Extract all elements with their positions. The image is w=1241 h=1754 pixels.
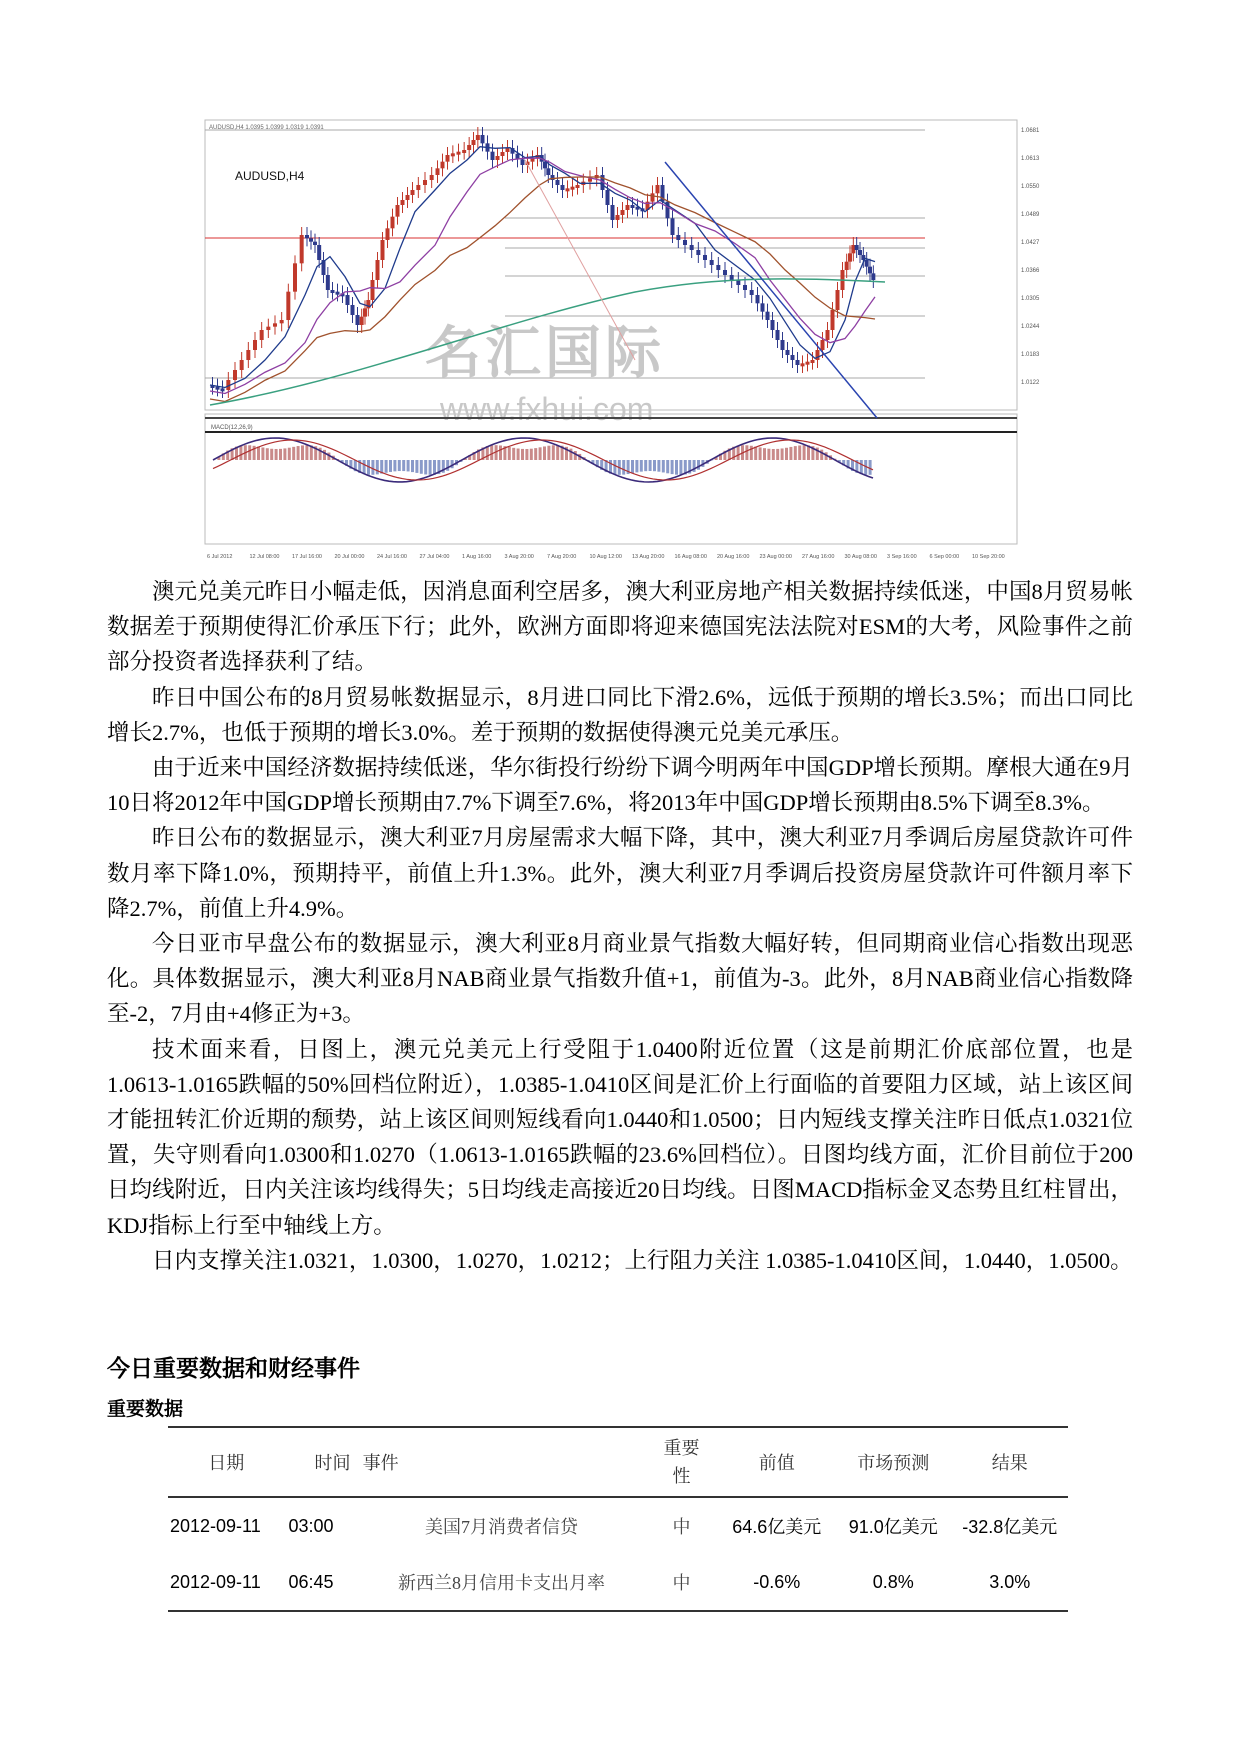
macd-bar <box>420 460 423 474</box>
date-axis-label: 17 Jul 16:00 <box>292 554 322 560</box>
candle-body <box>371 280 375 300</box>
candle-body <box>826 330 830 340</box>
macd-bar <box>860 460 863 474</box>
candle-body <box>696 250 700 255</box>
price-axis-label: 1.0681 <box>1021 128 1040 134</box>
candle-body <box>360 317 364 325</box>
candle-body <box>781 340 785 350</box>
macd-bar <box>415 460 418 473</box>
candle-body <box>566 188 570 191</box>
macd-bar <box>543 446 546 460</box>
candle-body <box>346 295 350 305</box>
price-axis-label: 1.0244 <box>1021 324 1040 330</box>
candle-body <box>806 362 810 365</box>
candle-body <box>472 140 476 145</box>
candle-body <box>221 388 225 391</box>
macd-bar <box>635 460 638 472</box>
table-row <box>168 1554 1068 1611</box>
candle-body <box>766 312 770 320</box>
candle-body <box>496 156 500 160</box>
macd-bar <box>798 445 801 460</box>
candle-body <box>246 350 250 360</box>
macd-bar <box>666 460 669 473</box>
date-axis-label: 7 Aug 20:00 <box>547 554 577 560</box>
candle-body <box>317 245 321 260</box>
candle-body <box>611 205 615 220</box>
candle-body <box>416 185 420 190</box>
macd-bar <box>521 449 524 460</box>
cell-result: -32.8亿美元 <box>962 1517 1058 1537</box>
macd-bar <box>631 460 634 473</box>
macd-bar <box>534 448 537 460</box>
macd-bar <box>305 445 308 460</box>
candle-body <box>631 205 635 208</box>
macd-bar <box>794 446 797 460</box>
article-paragraph: 昨日中国公布的8月贸易帐数据显示，8月进口同比下滑2.6%，远低于预期的增长3.5%；而出口同比增长2.7%，也低于预期的增长3.0%。差于预期的数据使得澳元兑美元承压。 <box>107 684 1133 745</box>
date-axis-label: 10 Sep 20:00 <box>972 554 1005 560</box>
macd-label: MACD(12,26,9) <box>211 425 253 431</box>
date-axis-label: 20 Aug 16:00 <box>717 554 750 560</box>
candle-body <box>331 290 335 293</box>
article-paragraph: 昨日公布的数据显示，澳大利亚7月房屋需求大幅下降，其中，澳大利亚7月季调后房屋贷款许可件数月率下降1.0%，预期持平，前值上升1.3%。此外，澳大利亚7月季调后投资房屋贷款许可件额月率下降2.7%，前值上升4.9%。 <box>107 825 1133 921</box>
candle-body <box>621 210 625 215</box>
macd-bar <box>279 449 282 460</box>
candle-body <box>796 360 800 365</box>
candle-body <box>423 180 427 185</box>
candle-body <box>446 155 450 162</box>
candle-body <box>868 267 872 274</box>
candle-body <box>351 305 355 315</box>
macd-bar <box>613 460 616 475</box>
article-paragraph: 日内支撑关注1.0321，1.0300，1.0270，1.0212；上行阻力关注 1.0385-1.0410区间，1.0440，1.0500。 <box>152 1247 1133 1273</box>
macd-bar <box>257 447 260 460</box>
candle-body <box>606 190 610 205</box>
macd-bar <box>490 445 493 460</box>
candle-body <box>616 215 620 220</box>
candle-body <box>506 148 510 152</box>
candle-body <box>476 135 480 140</box>
candle-body <box>305 235 309 238</box>
date-axis-label: 6 Jul 2012 <box>207 554 233 560</box>
candle-body <box>293 263 297 291</box>
chart-svg <box>205 120 1040 562</box>
macd-bar <box>385 460 388 473</box>
watermark-cn: 名汇国际 <box>425 321 665 386</box>
candle-body <box>626 205 630 210</box>
candle-body <box>491 152 495 160</box>
macd-bar <box>539 447 542 460</box>
candle-body <box>683 240 687 245</box>
col-header-event: 事件 <box>362 1453 399 1473</box>
candle-body <box>240 360 244 370</box>
date-axis-label: 27 Jul 04:00 <box>419 554 450 560</box>
macd-bar <box>248 445 251 460</box>
macd-bar <box>776 449 779 460</box>
macd-bar <box>376 460 379 474</box>
candle-body <box>821 340 825 350</box>
candle-body <box>676 235 680 240</box>
date-axis-label: 16 Aug 08:00 <box>674 554 707 560</box>
candle-body <box>561 185 565 190</box>
macd-bar <box>657 460 660 472</box>
candle-body <box>481 135 485 143</box>
cell-importance: 中 <box>672 1517 691 1537</box>
economic-data-table <box>168 1426 1068 1612</box>
col-header-result: 结果 <box>991 1453 1028 1473</box>
candle-body <box>716 265 720 270</box>
candle-body <box>811 360 815 363</box>
candle-body <box>391 217 395 229</box>
candle-body <box>801 363 805 366</box>
date-axis-label: 6 Sep 00:00 <box>929 554 960 560</box>
article-body <box>107 574 1133 1278</box>
macd-bar <box>754 447 757 460</box>
macd-bar <box>411 460 414 472</box>
candle-body <box>441 162 445 169</box>
candle-body <box>836 290 840 310</box>
section-subtitle: 重要数据 <box>107 1399 184 1420</box>
candle-body <box>831 310 835 330</box>
table-header-row <box>168 1427 1068 1497</box>
candle-body <box>858 250 862 255</box>
macd-bar <box>675 460 678 475</box>
candle-body <box>233 370 237 380</box>
cell-forecast: 0.8% <box>872 1571 914 1592</box>
date-axis-label: 12 Jul 08:00 <box>249 554 280 560</box>
macd-bar <box>398 460 401 471</box>
macd-bar <box>772 449 775 460</box>
cell-time: 06:45 <box>288 1571 334 1592</box>
macd-bar <box>283 448 286 460</box>
candle-body <box>381 240 385 260</box>
candle-body <box>406 195 410 200</box>
macd-bar <box>750 446 753 460</box>
article-paragraph: 技术面来看，日图上，澳元兑美元上行受阻于1.0400附近位置（这是前期汇价底部位置，也是1.0613-1.0165跌幅的50%回档位附近），1.0385-1.0410区间是汇价上行面临的首要阻力区域，站上该区间才能扭转汇价近期的颓势，站上该区间则短线看向1.0440和1.0500；日内短线支撑关注昨日低点1.0321位置，失守则看向1.0300和1.0270（1.0613-1.0165跌幅的23.6%回档位）。日图均线方面，汇价目前位于200日均线附近，日内关注该均线得失；5日均线走高接近20日均线。日图MACD指标金叉态势且红柱冒出，KDJ指标上行至中轴线上方。 <box>107 1036 1133 1238</box>
macd-bar <box>393 460 396 471</box>
candle-body <box>576 185 580 188</box>
candle-body <box>750 290 754 295</box>
macd-bar <box>297 446 300 460</box>
col-header-forecast: 市场预测 <box>857 1453 930 1473</box>
watermark-url: www.fxhui.com <box>440 391 654 427</box>
col-header-time: 时间 <box>314 1453 351 1473</box>
price-axis-label: 1.0305 <box>1021 296 1040 302</box>
macd-bar <box>785 448 788 460</box>
macd-bar <box>270 449 273 460</box>
macd-bar <box>556 445 559 460</box>
candle-body <box>363 308 367 316</box>
candle-body <box>436 168 440 175</box>
candle-body <box>703 255 707 260</box>
macd-bar <box>697 460 700 470</box>
candle-body <box>656 185 660 193</box>
candle-body <box>761 303 765 311</box>
candle-body <box>671 218 675 235</box>
candle-body <box>313 242 317 245</box>
candle-body <box>467 145 471 150</box>
candle-body <box>651 193 655 201</box>
macd-bar <box>745 445 748 460</box>
candle-body <box>556 180 560 185</box>
macd-bar <box>275 449 278 460</box>
candle-body <box>462 150 466 153</box>
candle-body <box>871 273 875 280</box>
candle-body <box>776 330 780 340</box>
candle-body <box>430 175 434 180</box>
date-axis-label: 24 Jul 16:00 <box>377 554 407 560</box>
date-axis-label: 3 Aug 20:00 <box>504 554 534 560</box>
macd-bar <box>288 448 291 460</box>
candle-body <box>710 260 714 265</box>
symbol-label: AUDUSD,H4 <box>235 169 305 183</box>
cell-date: 2012-09-11 <box>170 1515 261 1536</box>
macd-bar <box>301 445 304 460</box>
candle-body <box>571 187 575 190</box>
macd-bar <box>512 448 515 460</box>
price-axis-label: 1.0122 <box>1021 380 1040 386</box>
macd-bar <box>737 446 740 460</box>
candle-body <box>543 162 547 169</box>
candle-body <box>756 295 760 303</box>
table-row <box>168 1497 1068 1554</box>
date-axis-label: 13 Aug 20:00 <box>632 554 665 560</box>
macd-bar <box>261 447 264 460</box>
col-header-date: 日期 <box>208 1453 245 1473</box>
macd-bar <box>767 449 770 460</box>
importance-header-line1: 重要 <box>663 1438 700 1458</box>
macd-bar <box>662 460 665 472</box>
cell-date: 2012-09-11 <box>170 1571 261 1592</box>
macd-bar <box>789 447 792 460</box>
candle-body <box>451 153 455 156</box>
date-axis-label: 20 Jul 00:00 <box>334 554 365 560</box>
macd-bar <box>803 445 806 460</box>
price-axis-label: 1.0613 <box>1021 156 1040 162</box>
macd-bar <box>389 460 392 472</box>
cell-importance: 中 <box>672 1573 691 1593</box>
candle-body <box>531 158 535 161</box>
candle-body <box>865 260 869 267</box>
macd-bar <box>424 460 427 474</box>
price-axis-label: 1.0427 <box>1021 240 1040 246</box>
candle-body <box>771 320 775 330</box>
macd-bar <box>292 447 295 460</box>
macd-bar <box>820 450 823 460</box>
candle-body <box>300 235 304 263</box>
candle-body <box>546 168 550 175</box>
date-axis-label: 1 Aug 16:00 <box>462 554 492 560</box>
macd-bar <box>239 446 242 460</box>
macd-bar <box>323 450 326 460</box>
macd-bar <box>433 460 436 475</box>
article-paragraph: 澳元兑美元昨日小幅走低，因消息面利空居多，澳大利亚房地产相关数据持续低迷，中国8月贸易帐数据差于预期使得汇价承压下行；此外，欧洲方面即将迎来德国宪法法院对ESM的大考，风险事件之前部分投资者选择获利了结。 <box>107 579 1133 675</box>
date-axis-label: 23 Aug 00:00 <box>759 554 792 560</box>
candle-body <box>309 238 313 241</box>
candle-body <box>376 260 380 280</box>
macd-bar <box>640 460 643 472</box>
candle-body <box>411 190 415 195</box>
candle-body <box>730 275 734 280</box>
macd-bar <box>402 460 405 471</box>
macd-bar <box>525 449 528 460</box>
cell-result: 3.0% <box>989 1571 1031 1592</box>
macd-bar <box>266 448 269 460</box>
macd-bar <box>644 460 647 471</box>
candle-body <box>326 275 330 290</box>
candle-body <box>845 262 849 270</box>
candle-body <box>273 323 277 326</box>
macd-bar <box>363 460 366 474</box>
macd-bar <box>653 460 656 471</box>
cell-time: 03:00 <box>288 1515 334 1536</box>
col-header-importance <box>644 1427 718 1497</box>
candle-body <box>401 200 405 205</box>
cell-previous: -0.6% <box>753 1571 801 1592</box>
date-axis-label: 30 Aug 08:00 <box>844 554 877 560</box>
candle-body <box>253 340 257 350</box>
macd-bar <box>781 448 784 460</box>
candle-body <box>336 292 340 295</box>
macd-bar <box>679 460 682 475</box>
candle-body <box>396 205 400 217</box>
candle-body <box>286 292 290 320</box>
macd-bar <box>517 449 520 460</box>
candle-body <box>723 270 727 275</box>
candle-body <box>690 245 694 250</box>
candle-body <box>521 159 525 165</box>
price-axis-label: 1.0489 <box>1021 212 1040 218</box>
macd-bar <box>407 460 410 471</box>
macd-bar <box>574 451 577 460</box>
macd-bar <box>499 445 502 460</box>
macd-bar <box>446 460 449 471</box>
macd-bar <box>547 446 550 460</box>
macd-bar <box>763 448 766 460</box>
cell-event: 美国7月消费者信贷 <box>425 1517 579 1537</box>
macd-bar <box>759 447 762 460</box>
article-paragraph: 由于近来中国经济数据持续低迷，华尔街投行纷纷下调今明两年中国GDP增长预期。摩根大通在9月10日将2012年中国GDP增长预期由7.7%下调至7.6%，将2013年中国GDP增长预期由8.5%下调至8.3%。 <box>107 755 1133 816</box>
cell-forecast: 91.0亿美元 <box>848 1517 938 1537</box>
macd-bar <box>671 460 674 474</box>
price-axis-label: 1.0183 <box>1021 352 1040 358</box>
candle-body <box>791 355 795 360</box>
candle-body <box>266 327 270 330</box>
audusd-chart <box>205 120 1040 562</box>
candle-body <box>260 330 264 340</box>
price-axis-label: 1.0366 <box>1021 268 1040 274</box>
candle-body <box>457 152 461 155</box>
candle-body <box>356 315 360 325</box>
date-axis-label: 3 Sep 16:00 <box>887 554 917 560</box>
candle-body <box>501 152 505 156</box>
date-axis-label: 10 Aug 12:00 <box>589 554 622 560</box>
macd-bar <box>622 460 625 475</box>
macd-bar <box>429 460 432 475</box>
candle-body <box>743 285 747 290</box>
date-axis-label: 27 Aug 16:00 <box>802 554 835 560</box>
section-title: 今日重要数据和财经事件 <box>107 1355 360 1381</box>
macd-bar <box>530 449 533 460</box>
macd-bar <box>552 445 555 460</box>
candle-body <box>855 245 859 250</box>
candle-body <box>848 253 852 261</box>
macd-bar <box>649 460 652 471</box>
macd-bar <box>371 460 374 475</box>
cell-event: 新西兰8月信用卡支出月率 <box>398 1573 606 1593</box>
price-axis-label: 1.0550 <box>1021 184 1040 190</box>
candle-body <box>386 228 390 240</box>
candle-body <box>786 350 790 355</box>
cell-previous: 64.6亿美元 <box>732 1517 822 1537</box>
col-header-previous: 前值 <box>758 1453 795 1473</box>
importance-header-line2: 性 <box>672 1466 691 1486</box>
candle-body <box>280 320 284 323</box>
article-paragraph: 今日亚市早盘公布的数据显示，澳大利亚8月商业景气指数大幅好转，但同期商业信心指数出现恶化。具体数据显示，澳大利亚8月NAB商业景气指数升值+1，前值为-3。此外，8月NAB商业信心指数降至-2，7月由+4修正为+3。 <box>107 931 1133 1027</box>
chart-header-text: AUDUSD,H4 1.0395 1.0399 1.0319 1.0391 <box>209 125 324 131</box>
macd-bar <box>508 447 511 460</box>
